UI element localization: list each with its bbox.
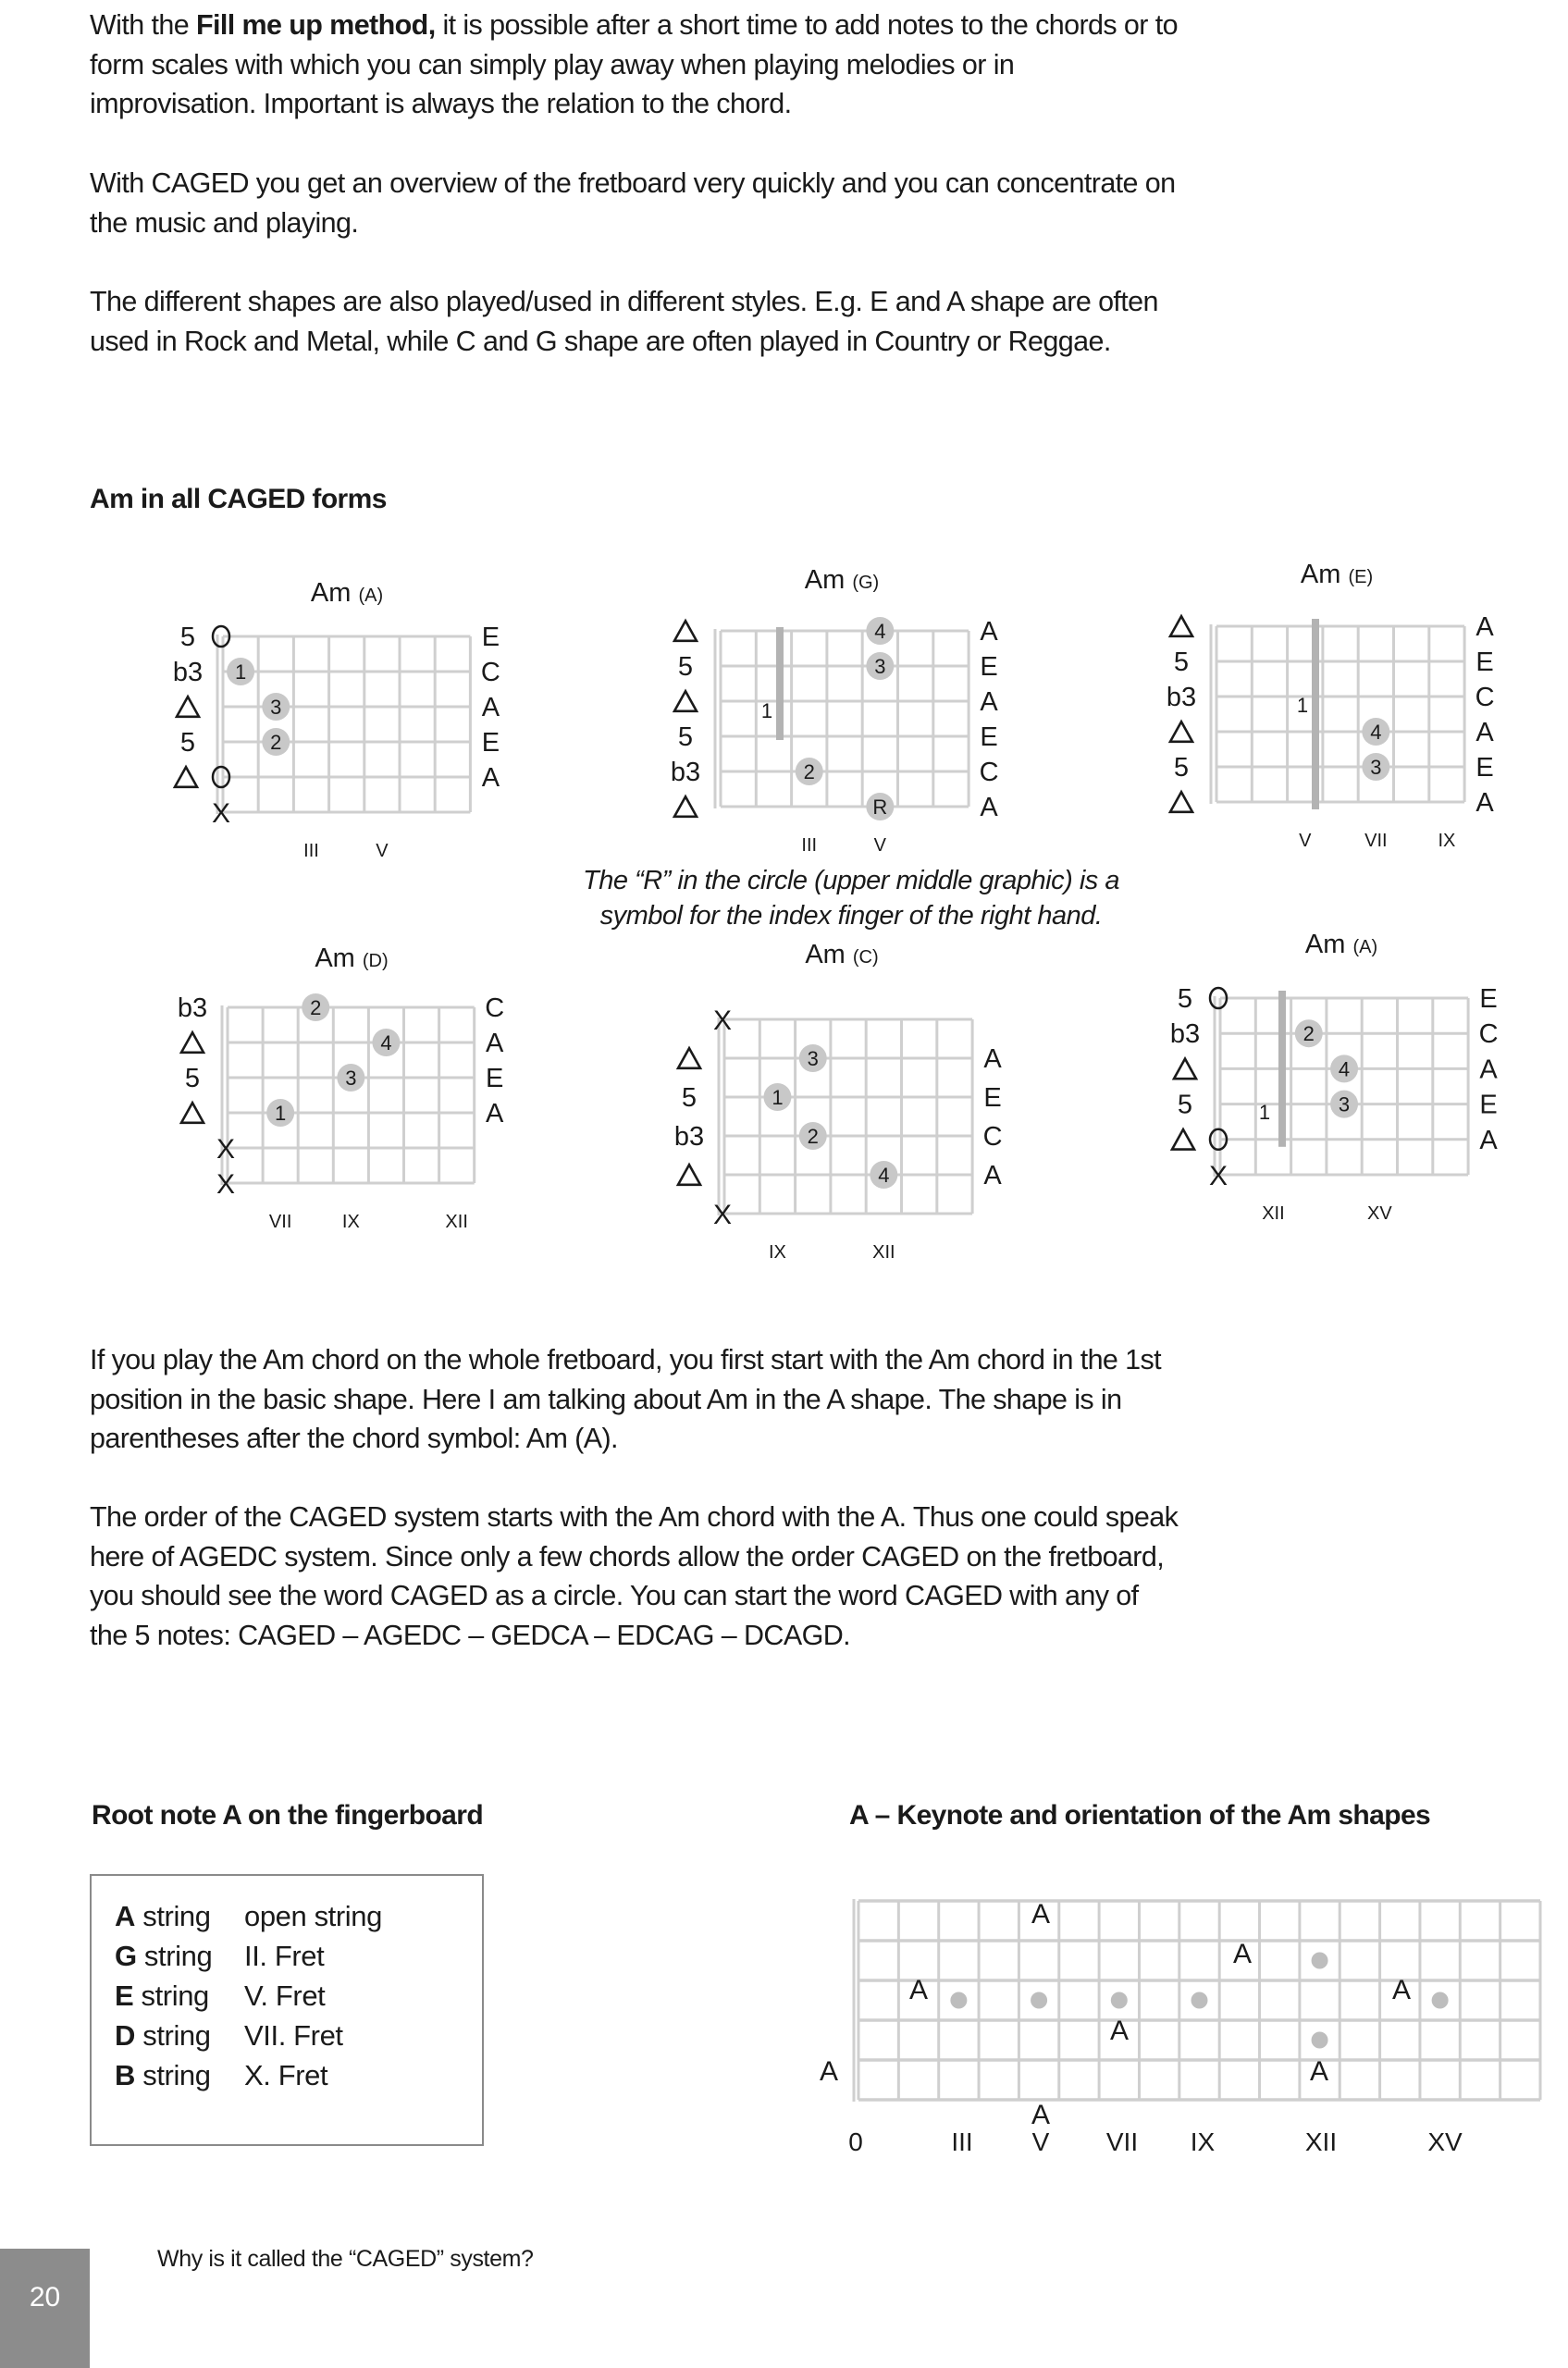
note-label: E [481,728,500,758]
heading-keynote-orientation: A – Keynote and orientation of the Am shapes [849,1800,1431,1831]
chord-shape: (A) [1352,937,1378,957]
muted-string-icon: X [712,1200,733,1230]
p1-post: it is possible after a short time to add notes to the chords or to form scales with which you can simply play away when playing melodies or in improvisation. Important is always the relation to the chord. [90,9,1178,119]
note-label: C [1478,1019,1499,1050]
p1-bold: Fill me up method, [195,9,436,41]
string-letter: G [115,1940,137,1972]
finger-label: 4 [874,620,886,643]
fret-position: open string [244,1900,382,1932]
fret-numeral: XV [1367,1203,1392,1224]
finger-label: 3 [270,696,282,719]
root-a-marker: A [1391,1975,1412,2005]
fret-numeral: V [1299,831,1312,851]
string-suffix: string [135,2019,211,2052]
interval-label: 5 [179,728,196,758]
paragraph-am-whole-fretboard: If you play the Am chord on the whole fretboard, you first start with the Am chord in the 1st position in the basic shape. Here I am talking about Am in the A shape. The shape is in parentheses after the chord symbol: Am (A). [90,1344,1162,1454]
note-label: A [980,793,998,822]
string-letter: D [115,2019,135,2052]
muted-string-icon: X [211,798,231,829]
fret-numeral: IX [1190,2128,1216,2156]
chord-shape: (G) [852,573,880,593]
note-label: C [982,1122,1003,1152]
root-a-marker: A [1031,1899,1051,1930]
finger-label: 3 [807,1047,819,1070]
note-label: E [481,623,500,652]
inlay-dot [950,1992,967,2009]
chord-shape: (A) [358,586,384,606]
root-a-marker: A [1109,2016,1130,2046]
p1-pre: With the [90,9,196,41]
fret-numeral: XII [1262,1203,1285,1224]
inlay-dot [1432,1992,1449,2009]
finger-number: 1 [1296,694,1309,717]
chord-name: Am [805,940,853,969]
muted-string-icon: X [216,1134,236,1165]
fret-numeral: VII [1105,2128,1139,2156]
note-label: A [486,1099,504,1128]
finger-label: 4 [380,1031,392,1054]
note-label: A [1475,718,1494,747]
finger-number: 1 [760,699,773,722]
fret-position: II. Fret [244,1940,325,1972]
muted-string-icon: X [216,1169,236,1200]
inlay-dot [1312,2032,1328,2049]
note-label: A [481,693,500,722]
interval-label: 5 [1173,753,1190,783]
fret-numeral: IX [1438,831,1456,851]
fret-position: VII. Fret [244,2019,343,2052]
fret-numeral: 0 [848,2128,863,2156]
interval-label: 5 [1177,984,1193,1014]
string-letter: E [115,1980,134,2012]
note-label: C [979,758,999,787]
chord-name: Am [804,565,853,595]
note-label: A [980,617,998,647]
chord-name: Am [1304,930,1353,959]
paragraph-shapes-styles: The different shapes are also played/used in different styles. E.g. E and A shape are often used in Rock and Metal, while C and G shape are often played in Country or Reggae. [90,286,1158,357]
finger-label: 3 [1370,756,1382,779]
fret-numeral: VII [1364,831,1388,851]
inlay-dot [1111,1992,1128,2009]
string-letter: A [115,1900,135,1932]
muted-string-icon: X [1208,1161,1228,1191]
note-label: A [983,1161,1002,1190]
note-label: E [1475,648,1494,677]
finger-label: 1 [234,660,247,684]
fret-numeral: IX [768,1242,786,1263]
string-suffix: string [135,2059,211,2091]
root-a-marker: A [1232,1939,1253,1969]
note-label: A [980,687,998,717]
string-suffix: string [136,1940,213,1972]
interval-label: 5 [184,1064,201,1093]
running-title: Why is it called the “CAGED” system? [157,2246,534,2272]
inlay-dot [1031,1992,1047,2009]
page-number-box [0,2249,90,2368]
finger-label: 1 [275,1102,287,1125]
chord-shape: (E) [1348,567,1374,587]
interval-label: 5 [1173,648,1190,677]
note-label: A [486,1029,504,1058]
heading-root-note: Root note A on the fingerboard [92,1800,484,1831]
finger-label: 3 [1338,1092,1351,1116]
interval-label: 5 [681,1083,698,1113]
finger-label: 2 [803,760,815,783]
note-label: E [980,652,998,682]
note-label: E [1479,1090,1498,1120]
string-suffix: string [135,1900,211,1932]
finger-label: 4 [878,1164,890,1187]
inlay-dot [1191,1992,1208,2009]
interval-label: b3 [172,658,204,687]
note-label: E [1479,984,1498,1014]
finger-label: 2 [270,731,282,754]
interval-label: b3 [1169,1019,1201,1050]
note-label: A [481,763,500,793]
string-letter: B [115,2059,135,2091]
root-a-marker: A [1031,2100,1051,2130]
muted-string-icon: X [712,1005,733,1036]
interval-label: b3 [177,993,208,1023]
heading-caged-forms: Am in all CAGED forms [90,484,387,514]
chord-name: Am [315,944,363,973]
fret-numeral: VII [268,1212,292,1232]
note-label: C [1475,683,1495,712]
fret-numeral: XV [1427,2128,1463,2156]
finger-number: 1 [1258,1101,1271,1124]
chord-shape: (D) [362,951,389,971]
note-label: E [983,1083,1002,1113]
interval-label: 5 [677,722,694,752]
fret-numeral: III [951,2128,973,2156]
finger-label: 3 [345,1067,357,1090]
root-a-marker: A [1309,2056,1329,2087]
finger-label: 4 [1370,721,1382,744]
note-label: A [1479,1125,1498,1155]
page-number: 20 [29,2282,61,2312]
paragraph-caged-order: The order of the CAGED system starts with the Am chord with the A. Thus one could speak here of AGEDC system. Since only a few chords allow the order CAGED on the fretboard, you should see the word CAGED as a circle. You can start the word CAGED with any of the 5 notes: CAGED – AGEDC – GEDCA – EDCAG – DCAGD. [90,1501,1179,1651]
interval-label: b3 [673,1122,705,1152]
fret-numeral: XII [872,1242,895,1263]
root-a-marker: A [819,2056,839,2087]
fret-position: X. Fret [244,2059,328,2091]
inlay-dot [1312,1953,1328,1969]
fret-numeral: V [873,835,887,856]
interval-label: b3 [670,758,701,787]
fret-numeral: V [1031,2128,1050,2156]
interval-label: 5 [677,652,694,682]
finger-label: 4 [1338,1057,1351,1081]
note-label: A [1475,612,1494,642]
finger-label: 2 [1303,1022,1315,1046]
note-label: E [486,1064,504,1093]
fret-position: V. Fret [244,1980,326,2012]
chord-name: Am [1300,560,1349,589]
note-label: A [983,1044,1002,1074]
fret-numeral: V [376,841,389,861]
interval-label: 5 [1177,1090,1193,1120]
note-label: A [1479,1054,1498,1085]
caption-line-2: symbol for the index finger of the right hand. [599,901,1103,931]
fret-numeral: III [303,841,319,861]
fret-numeral: III [801,835,818,856]
note-label: E [980,722,998,752]
finger-label: R [872,796,888,819]
fret-numeral: IX [341,1212,360,1232]
finger-label: 1 [772,1086,784,1109]
note-label: E [1475,753,1494,783]
finger-label: 3 [874,655,886,678]
interval-label: 5 [179,623,196,652]
chord-name: Am [310,578,359,608]
string-suffix: string [133,1980,209,2012]
finger-label: 2 [807,1125,819,1148]
note-label: C [480,658,500,687]
chord-shape: (C) [852,947,879,968]
root-a-marker: A [908,1975,929,2005]
interval-label: b3 [1166,683,1197,712]
caption-line-1: The “R” in the circle (upper middle graphic) is a [583,866,1119,895]
finger-label: 2 [310,996,322,1019]
paragraph-caged-overview: With CAGED you get an overview of the fretboard very quickly and you can concentrate on the music and playing. [90,167,1176,239]
note-label: C [485,993,505,1023]
fret-numeral: XII [445,1212,468,1232]
note-label: A [1475,788,1494,818]
fret-numeral: XII [1304,2128,1338,2156]
